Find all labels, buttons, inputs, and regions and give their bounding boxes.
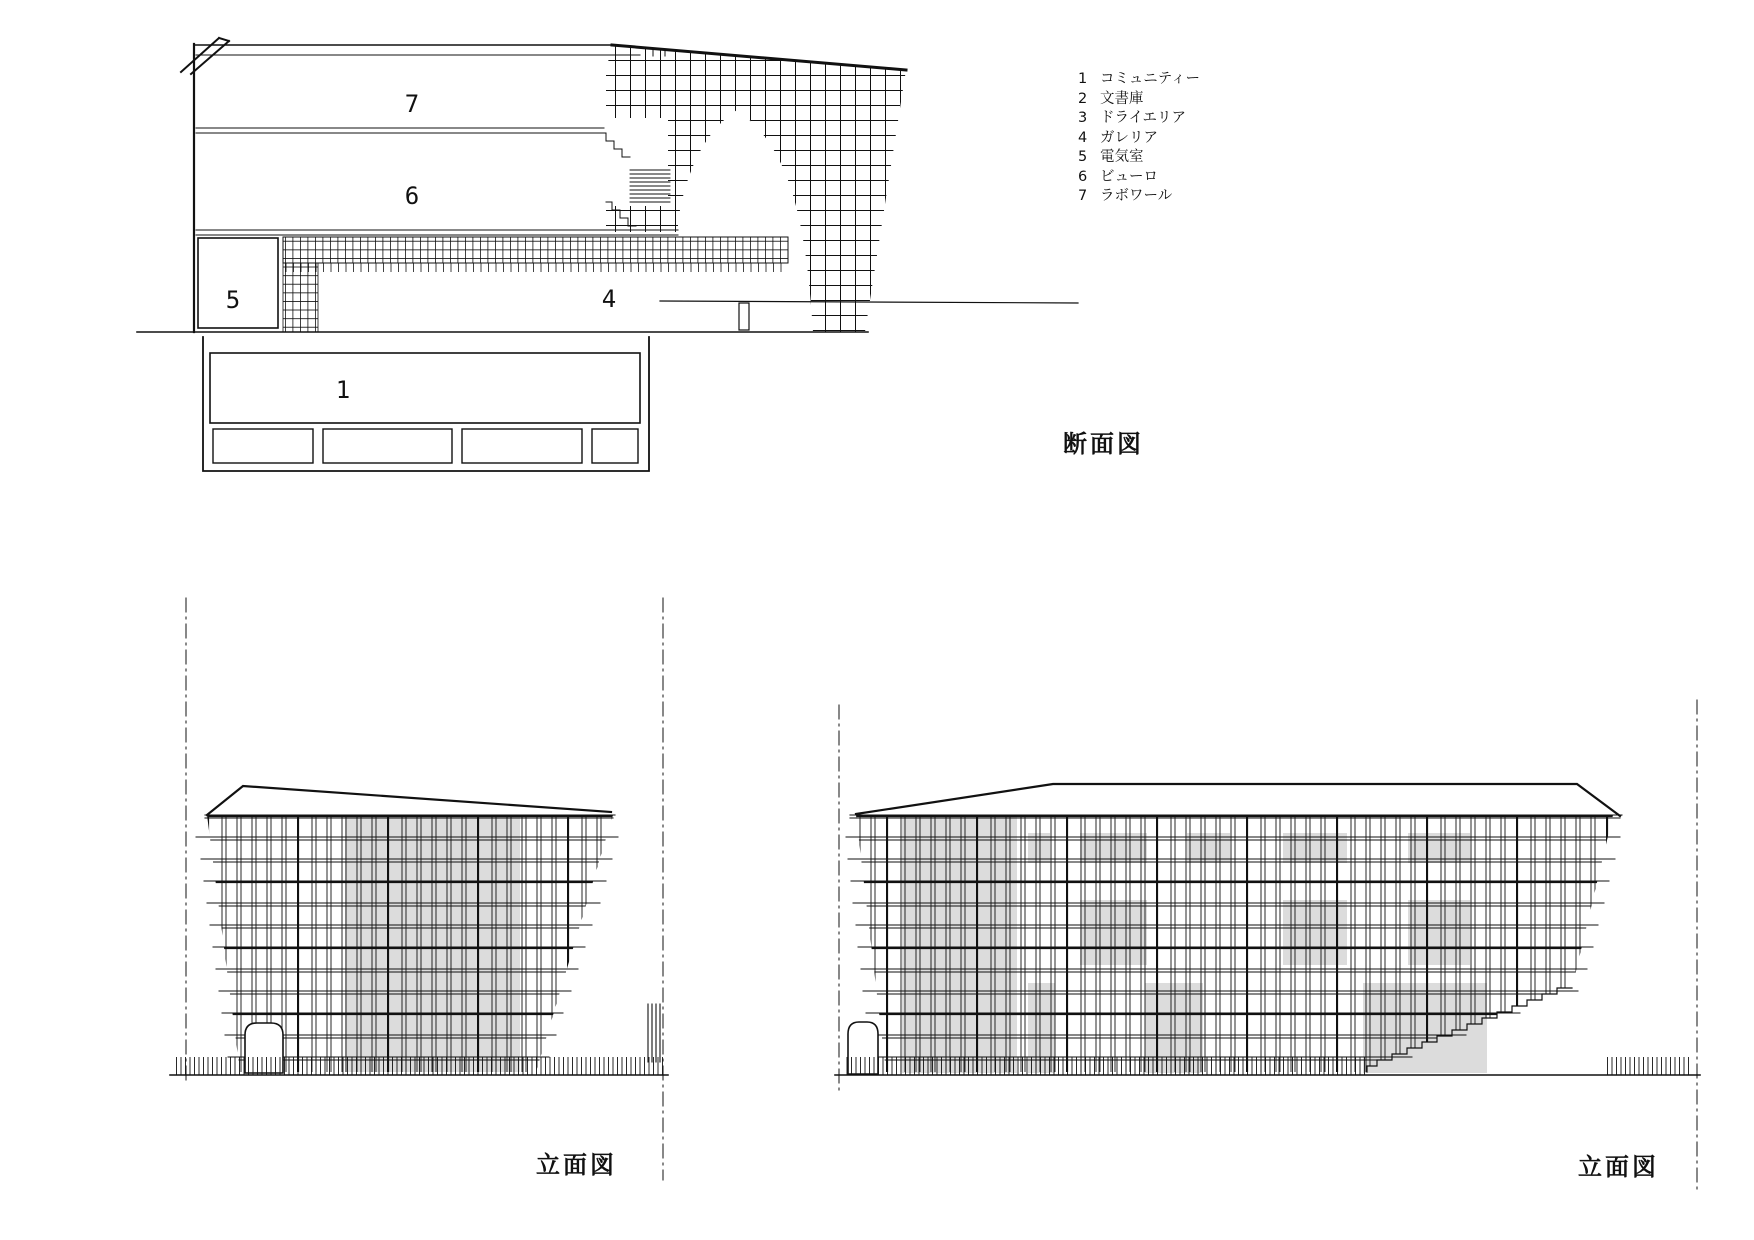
section-room-5	[198, 238, 278, 328]
elevation-right-ground-hatch-right	[1605, 1057, 1692, 1075]
legend-item-label: ビューロ	[1100, 168, 1158, 185]
room-label-5: 5	[225, 286, 241, 314]
legend-item-number: 5	[1078, 149, 1088, 165]
section-pier	[739, 303, 749, 330]
legend-item	[1078, 90, 1200, 110]
elevation-right-title: 立面図	[1578, 1153, 1659, 1181]
elevation-right-lattice	[856, 815, 1613, 1072]
legend-item	[1078, 70, 1200, 90]
room-label-4: 4	[601, 285, 617, 313]
legend-item	[1078, 187, 1200, 207]
legend-item-number: 4	[1078, 129, 1088, 146]
elevation-right-ground-hatch-left	[845, 1057, 1367, 1075]
legend-item-number: 7	[1078, 188, 1088, 204]
legend-item-number: 6	[1078, 168, 1088, 185]
legend-item-label: 電気室	[1100, 149, 1144, 165]
elevation-right-roof	[856, 784, 1620, 816]
elevation-left-title: 立面図	[536, 1151, 617, 1179]
legend-item-number: 3	[1078, 110, 1088, 126]
room-label-7: 7	[404, 90, 420, 118]
elevation-right	[835, 700, 1700, 1190]
legend-item-label: ガレリア	[1100, 129, 1158, 146]
legend-item	[1078, 148, 1200, 168]
section-drawing	[137, 38, 1078, 471]
elevation-left	[170, 598, 668, 1180]
room-label-1: 1	[335, 376, 351, 404]
section-grid-column	[283, 263, 318, 332]
elevation-left-post	[648, 1004, 660, 1062]
legend-item-label: ドライエリア	[1100, 110, 1186, 126]
elevation-left-ground-hatch	[175, 1057, 663, 1075]
section-parapet	[181, 38, 229, 74]
section-deck-band	[283, 237, 788, 263]
legend-item	[1078, 129, 1200, 149]
room-legend	[1078, 70, 1200, 207]
elevation-left-roof	[207, 786, 611, 815]
legend-item	[1078, 109, 1200, 129]
legend-item-label: コミュニティー	[1100, 71, 1201, 87]
legend-item-label: ラボワール	[1100, 188, 1173, 204]
legend-item-label: 文書庫	[1100, 90, 1144, 107]
section-title: 断面図	[1063, 430, 1144, 458]
legend-item-number: 1	[1078, 71, 1088, 87]
legend-item	[1078, 168, 1200, 188]
room-label-6: 6	[404, 182, 420, 210]
legend-item-number: 2	[1078, 90, 1088, 107]
section-room-1	[210, 353, 640, 423]
